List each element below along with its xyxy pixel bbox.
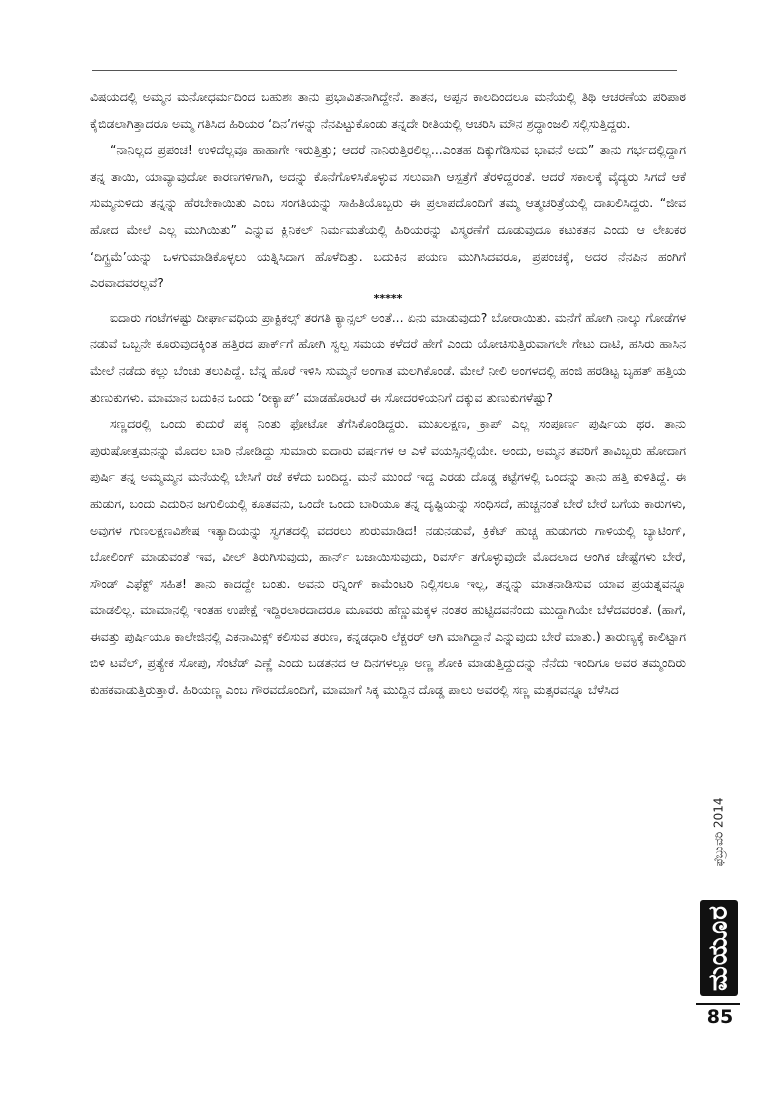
issue-date: ಫೆಬ್ರುವರಿ 2014 [711,797,726,867]
magazine-name: ಮಯೂರ [703,905,734,991]
paragraph-2: “ನಾನಿಲ್ಲದ ಪ್ರಪಂಚ! ಉಳಿದೆಲ್ಲವೂ ಹಾಹಾಗೇ ಇರುತ್ತಿತ್ತು; ಆದರೆ ನಾನಿರುತ್ತಿರಲಿಲ್ಲ...ಎಂತಹ ದಿಕ್ಕುಗೆಡಿಸುವ ಭಾವನೆ ಅದು” ತಾನು ಗರ್ಭದಲ್ಲಿದ್ದಾಗ ತನ್ನ ತಾಯಿ, ಯಾವ್ಯಾವುದೋ ಕಾರಣಗಳಿಗಾಗಿ, ಅದನ್ನು ಕೊನೆಗೊಳಿಸಿಕೊಳ್ಳುವ ಸಲುವಾಗಿ ಆಸ್ಪತ್ರೆಗೆ ತೆರಳಿದ್ದರಂತೆ. ಆದರೆ ಸಕಾಲಕ್ಕೆ ವೈದ್ಯರು ಸಿಗದೆ ಆಕೆ ಸುಮ್ಮನುಳಿದು ತನ್ನನ್ನು ಹೆರಬೇಕಾಯಿತು ಎಂಬ ಸಂಗತಿಯನ್ನು ಸಾಹಿತಿಯೊಬ್ಬರು ಈ ಪ್ರಲಾಪದೊಂದಿಗೆ ತಮ್ಮ ಆತ್ಮಚರಿತ್ರೆಯಲ್ಲಿ ದಾಖಲಿಸಿದ್ದರು. “ಜೀವ ಹೋದ ಮೇಲೆ ಎಲ್ಲ ಮುಗಿಯಿತು” ಎನ್ನುವ ಕ್ಲಿನಿಕಲ್ ನಿರ್ಮಮತೆಯಲ್ಲಿ ಹಿರಿಯರನ್ನು ವಿಸ್ಮರಣೆಗೆ ದೂಡುವುದೂ ಕಟುಕತನ ಎಂದು ಆ ಲೇಖಕರ ‘ದಿಗ್ಭ್ರಮೆ’ಯನ್ನು ಒಳಗುಮಾಡಿಕೊಳ್ಳಲು ಯತ್ನಿಸಿದಾಗ ಹೊಳೆದಿತ್ತು. ಬದುಕಿನ ಪಯಣ ಮುಗಿಸಿದವರೂ, ಪ್ರಪಂಚಕ್ಕೆ, ಅದರ ನೆನಪಿನ ಹಂಗಿಗೆ ಎರವಾದವರಲ್ಲವೆ? [90,142,686,291]
top-rule [92,70,677,71]
page-number-rule [696,1003,740,1005]
article-body [90,84,686,704]
section-separator: ***** [373,291,403,305]
magazine-logo [700,900,738,996]
paragraph-1: ವಿಷಯದಲ್ಲಿ ಅಮ್ಮನ ಮನೋಧರ್ಮದಿಂದ ಬಹುಶಃ ತಾನು ಪ್ರಭಾವಿತನಾಗಿದ್ದೇನೆ. ತಾತನ, ಅಪ್ಪನ ಕಾಲದಿಂದಲೂ ಮನೆಯಲ್ಲಿ ತಿಥಿ ಆಚರಣೆಯ ಪರಿಪಾಠ ಕೈಬಿಡಲಾಗಿತ್ತಾದರೂ ಅಮ್ಮ ಗತಿಸಿದ ಹಿರಿಯರ ‘ದಿನ’ಗಳನ್ನು ನೆನಪಿಟ್ಟುಕೊಂಡು ತನ್ನದೇ ರೀತಿಯಲ್ಲಿ ಆಚರಿಸಿ ಮೌನ ಶ್ರದ್ಧಾಂಜಲಿ ಸಲ್ಲಿಸುತ್ತಿದ್ದರು. [90,89,686,131]
page-number: 85 [706,1006,734,1028]
paragraph-4: ಸಣ್ಣದರಲ್ಲಿ ಒಂದು ಕುದುರೆ ಪಕ್ಕ ನಿಂತು ಫೋಟೋ ತೆಗೆಸಿಕೊಂಡಿದ್ದರು. ಮುಖಲಕ್ಷಣ, ಕ್ರಾಪ್ ಎಲ್ಲ ಸಂಪೂರ್ಣ ಪುರ್ಷಿಯ ಥರ. ತಾನು ಪುರುಷೋತ್ತಮನನ್ನು ಮೊದಲ ಬಾರಿ ನೋಡಿದ್ದು ಸುಮಾರು ಐದಾರು ವರ್ಷಗಳ ಆ ಎಳೆ ವಯಸ್ಸಿನಲ್ಲಿಯೇ. ಅಂದು, ಅಮ್ಮನ ತವರಿಗೆ ತಾವಿಬ್ಬರು ಹೋದಾಗ ಪುರ್ಷಿ ತನ್ನ ಅಮ್ಮಮ್ಮನ ಮನೆಯಲ್ಲಿ ಬೇಸಿಗೆ ರಜೆ ಕಳೆದು ಬಂದಿದ್ದ. ಮನೆ ಮುಂದೆ ಇದ್ದ ಎರಡು ದೊಡ್ಡ ಕಟ್ಟೆಗಳಲ್ಲಿ ಒಂದನ್ನು ತಾನು ಹತ್ತಿ ಕುಳಿತಿದ್ದೆ. ಈ ಹುಡುಗ, ಬಂದು ಎದುರಿನ ಜಗುಲಿಯಲ್ಲಿ ಕೂತವನು, ಒಂದೇ ಒಂದು ಬಾರಿಯೂ ತನ್ನ ದೃಷ್ಟಿಯನ್ನು ಸಂಧಿಸದೆ, ಹುಚ್ಚನಂತೆ ಬೇರೆ ಬೇರೆ ಬಗೆಯ ಕಾರುಗಳು, ಅವುಗಳ ಗುಣಲಕ್ಷಣವಿಶೇಷ ಇತ್ಯಾದಿಯನ್ನು ಸ್ವಗತದಲ್ಲಿ ವದರಲು ಶುರುಮಾಡಿದ! ನಡುನಡುವೆ, ಕ್ರಿಕೆಟ್ ಹುಚ್ಚ ಹುಡುಗರು ಗಾಳಿಯಲ್ಲಿ ಬ್ಯಾಟಿಂಗ್, ಬೋಲಿಂಗ್ ಮಾಡುವಂತೆ ಇವ, ವೀಲ್ ತಿರುಗಿಸುವುದು, ಹಾರ್ನ್ ಬಜಾಯಿಸುವುದು, ರಿವರ್ಸ್ ತಗೊಳ್ಳುವುದೇ ಮೊದಲಾದ ಆಂಗಿಕ ಚೇಷ್ಟೆಗಳು ಬೇರೆ, ಸೌಂಡ್ ಎಫೆಕ್ಟ್ ಸಹಿತ! ತಾನು ಕಾದದ್ದೇ ಬಂತು. ಅವನು ರನ್ನಿಂಗ್ ಕಾಮೆಂಟರಿ ನಿಲ್ಲಿಸಲೂ ಇಲ್ಲ, ತನ್ನನ್ನು ಮಾತನಾಡಿಸುವ ಯಾವ ಪ್ರಯತ್ನವನ್ನೂ ಮಾಡಲಿಲ್ಲ. ಮಾಮಾನಲ್ಲಿ ಇಂತಹ ಉಪೇಕ್ಷೆ ಇದ್ದಿರಲಾರದಾದರೂ ಮೂವರು ಹೆಣ್ಣುಮಕ್ಕಳ ನಂತರ ಹುಟ್ಟಿದವನೆಂದು ಮುದ್ದಾಗಿಯೇ ಬೆಳೆದವರಂತೆ. (ಹಾಗೆ, ಈವತ್ತು ಪುರ್ಷಿಯೂ ಕಾಲೇಜಿನಲ್ಲಿ ಎಕನಾಮಿಕ್ಸ್ ಕಲಿಸುವ ತರುಣ, ಕನ್ನಡಧಾರಿ ಲೆಕ್ಚರರ್ ಆಗಿ ಮಾಗಿದ್ದಾನೆ ಎನ್ನುವುದು ಬೇರೆ ಮಾತು.) ತಾರುಣ್ಯಕ್ಕೆ ಕಾಲಿಟ್ಟಾಗ ಬಿಳಿ ಟವೆಲ್, ಪ್ರತ್ಯೇಕ ಸೋಪು, ಸೆಂಟೆಡ್ ಎಣ್ಣೆ ಎಂದು ಬಡತನದ ಆ ದಿನಗಳಲ್ಲೂ ಅಣ್ಣ ಶೋಕಿ ಮಾಡುತ್ತಿದ್ದುದನ್ನು ನೆನೆದು ಇಂದಿಗೂ ಅವರ ತಮ್ಮಂದಿರು ಕುಹಕವಾಡುತ್ತಿರುತ್ತಾರೆ. ಹಿರಿಯಣ್ಣ ಎಂಬ ಗೌರವದೊಂದಿಗೆ, ಮಾಮಾಗೆ ಸಿಕ್ಕ ಮುದ್ದಿನ ದೊಡ್ಡ ಪಾಲು ಅವರಲ್ಲಿ ಸಣ್ಣ ಮತ್ಸರವನ್ನೂ ಬೆಳೆಸಿದ [90,416,686,698]
paragraph-3: ಐದಾರು ಗಂಟೆಗಳಷ್ಟು ದೀರ್ಘಾವಧಿಯ ಪ್ರಾಕ್ಟಿಕಲ್ಸ್ ತರಗತಿ ಕ್ಯಾನ್ಸಲ್ ಅಂತೆ... ಏನು ಮಾಡುವುದು? ಬೋರಾಯಿತು. ಮನೆಗೆ ಹೋಗಿ ನಾಲ್ಕು ಗೋಡೆಗಳ ನಡುವೆ ಒಬ್ಬನೇ ಕೂರುವುದಕ್ಕಿಂತ ಹತ್ತಿರದ ಪಾರ್ಕ್‌ಗೆ ಹೋಗಿ ಸ್ವಲ್ಪ ಸಮಯ ಕಳೆದರೆ ಹೇಗೆ ಎಂದು ಯೋಚಿಸುತ್ತಿರುವಾಗಲೇ ಗೇಟು ದಾಟಿ, ಹಸಿರು ಹಾಸಿನ ಮೇಲೆ ನಡೆದು ಕಲ್ಲು ಬೆಂಚು ತಲುಪಿದ್ದೆ. ಬೆನ್ನ ಹೊರೆ ಇಳಿಸಿ ಸುಮ್ಮನೆ ಅಂಗಾತ ಮಲಗಿಕೊಂಡೆ. ಮೇಲೆ ನೀಲಿ ಅಂಗಳದಲ್ಲಿ ಹಂಜಿ ಹರಡಿಟ್ಟ ಬೃಹತ್ ಹತ್ತಿಯ ತುಣುಕುಗಳು. ಮಾಮಾನ ಬದುಕಿನ ಒಂದು ‘ರೀಕ್ಯಾಪ್’ ಮಾಡಹೊರಟರೆ ಈ ಸೋದರಳಿಯನಿಗೆ ದಕ್ಕುವ ತುಣುಕುಗಳೆಷ್ಟು? [90,309,686,405]
